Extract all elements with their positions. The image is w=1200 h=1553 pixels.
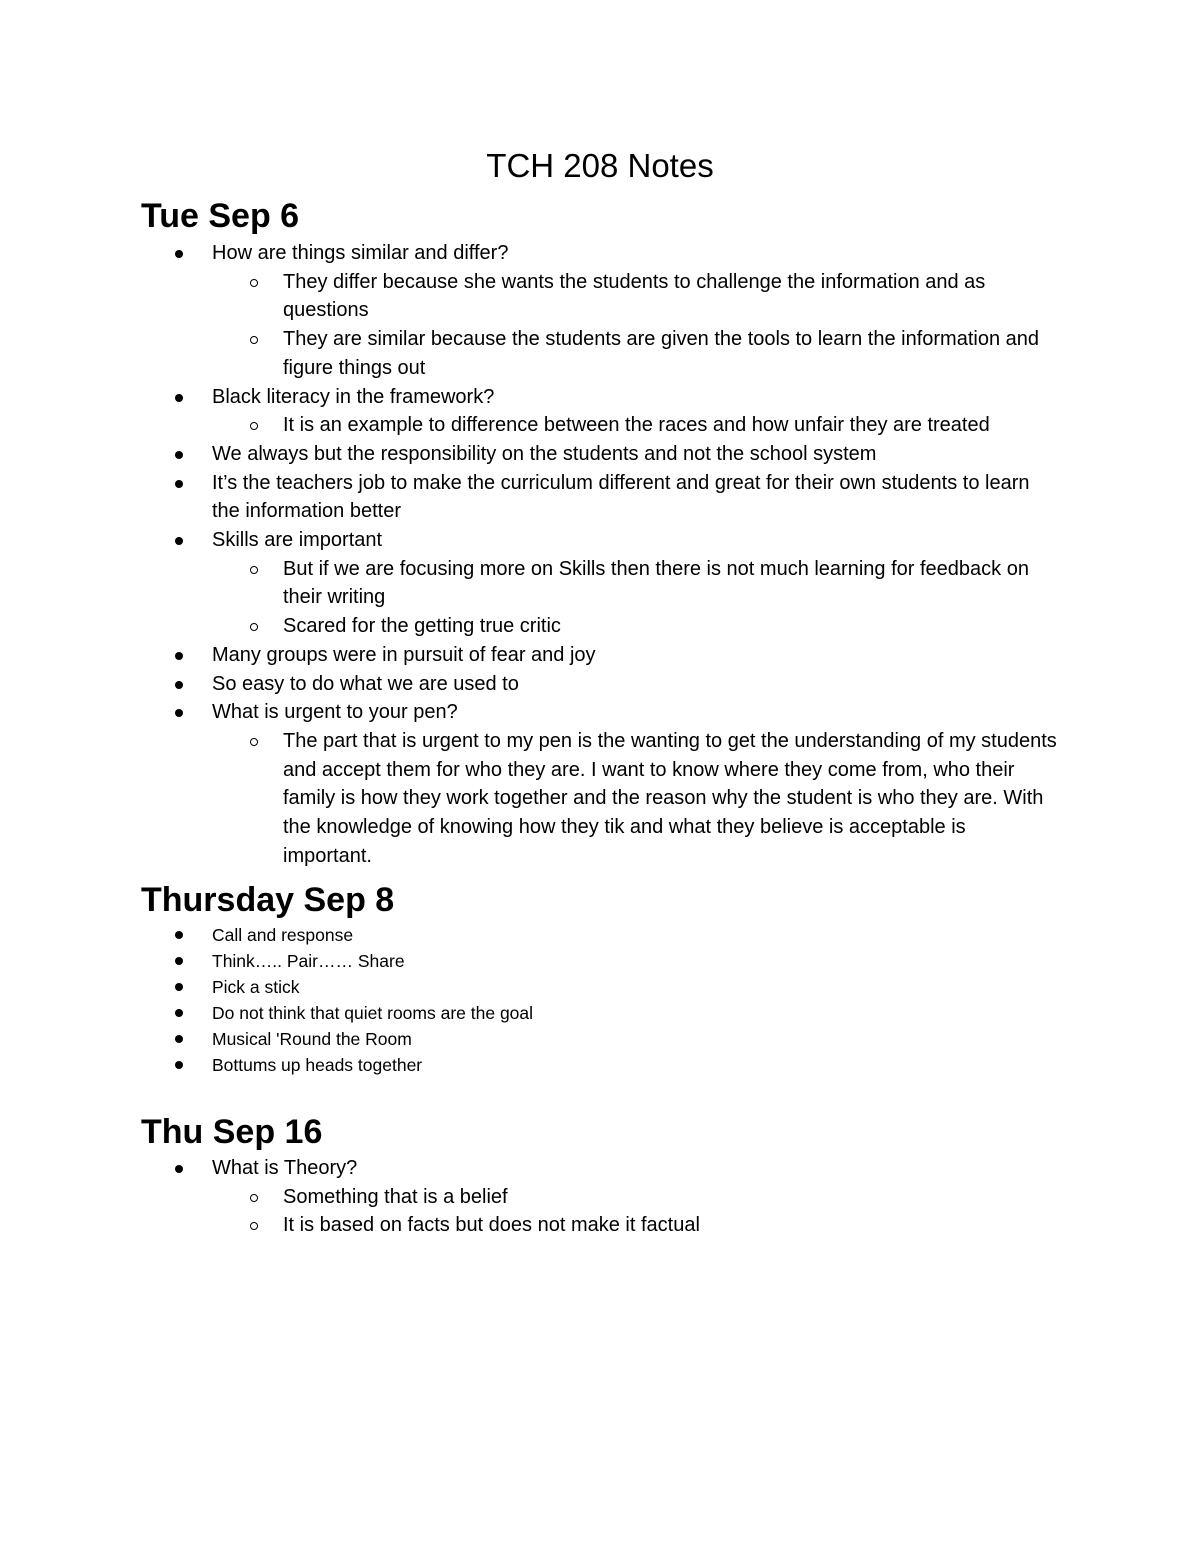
bullet-icon — [175, 709, 183, 717]
bullet-icon — [175, 957, 183, 965]
section-list-thu-sep-16 — [0, 1154, 1200, 1240]
list-item — [0, 948, 1200, 974]
bullet-icon — [175, 480, 183, 488]
section-heading-tue-sep-6: Tue Sep 6 — [141, 197, 300, 235]
document-title: TCH 208 Notes — [486, 147, 714, 184]
list-item-text: Think….. Pair…… Share — [212, 951, 405, 971]
hollow-bullet-icon — [250, 1222, 258, 1230]
list-item — [0, 1211, 1200, 1240]
bullet-icon — [175, 681, 183, 689]
list-item-text: Many groups were in pursuit of fear and joy — [212, 643, 596, 666]
list-item — [0, 974, 1200, 1000]
list-item-text: Call and response — [212, 925, 354, 945]
list-item-text: They are similar because the students are given the tools to learn the information and figure things out — [283, 328, 1039, 379]
hollow-bullet-icon — [250, 279, 258, 287]
hollow-bullet-icon — [250, 738, 258, 746]
list-item — [0, 727, 1200, 871]
bullet-icon — [175, 1009, 183, 1017]
list-item-text: It is based on facts but does not make it factual — [283, 1214, 700, 1237]
hollow-bullet-icon — [250, 1194, 258, 1202]
list-item-text: Something that is a belief — [283, 1185, 508, 1208]
list-item-text: But if we are focusing more on Skills then there is not much learning for feedback on their writing — [283, 557, 1029, 609]
hollow-bullet-icon — [250, 623, 258, 631]
list-item-text: Pick a stick — [212, 977, 300, 997]
bullet-icon — [175, 1061, 183, 1069]
list-item — [0, 641, 1200, 670]
bullet-icon — [175, 1165, 183, 1173]
list-item — [0, 440, 1200, 469]
list-item-text: It’s the teachers job to make the curriculum different and great for their own students to learn the information better — [212, 471, 1030, 523]
hollow-bullet-icon — [250, 566, 258, 574]
section-heading-thu-sep-16: Thu Sep 16 — [141, 1113, 323, 1151]
list-item — [0, 469, 1200, 526]
list-item-text: What is Theory? — [212, 1157, 358, 1179]
list-item — [0, 268, 1200, 325]
list-item-text: The part that is urgent to my pen is the wanting to get the understanding of my students and accept them for who they are. I want to know where they come from, who their family is how they work together and the reason why the student is who they are. With the knowledge of knowing how they tik and what they believe is acceptable is important. — [283, 729, 1057, 867]
list-item — [0, 526, 1200, 555]
list-item — [0, 411, 1200, 440]
list-item-text: Bottums up heads together — [212, 1055, 423, 1075]
list-item — [0, 239, 1200, 268]
list-item — [0, 698, 1200, 727]
list-item-text: What is urgent to your pen? — [212, 701, 458, 724]
bullet-icon — [175, 652, 183, 660]
hollow-bullet-icon — [250, 336, 258, 344]
list-item — [0, 1052, 1200, 1078]
list-item-text: How are things similar and differ? — [212, 242, 509, 264]
list-item-text: They differ because she wants the students to challenge the information and as questions — [283, 270, 986, 322]
list-item-text: Skills are important — [212, 529, 383, 552]
list-item-text: So easy to do what we are used to — [212, 672, 519, 695]
bullet-icon — [175, 250, 183, 258]
list-item-text: Musical 'Round the Room — [212, 1029, 412, 1049]
list-item-text: Do not think that quiet rooms are the goal — [212, 1003, 534, 1023]
list-item-text: Scared for the getting true critic — [283, 615, 561, 638]
list-item — [0, 1000, 1200, 1026]
list-item — [0, 612, 1200, 641]
section-heading-thursday-sep-8: Thursday Sep 8 — [141, 881, 395, 919]
bullet-icon — [175, 451, 183, 459]
list-item — [0, 325, 1200, 382]
section-list-tue-sep-6 — [0, 239, 1200, 870]
bullet-icon — [175, 1035, 183, 1043]
hollow-bullet-icon — [250, 422, 258, 430]
bullet-icon — [175, 931, 183, 939]
list-item — [0, 383, 1200, 412]
list-item-text: Black literacy in the framework? — [212, 385, 495, 408]
list-item — [0, 670, 1200, 699]
bullet-icon — [175, 394, 183, 402]
bullet-icon — [175, 537, 183, 545]
list-item-text: We always but the responsibility on the students and not the school system — [212, 442, 877, 465]
list-item — [0, 1183, 1200, 1212]
list-item — [0, 1154, 1200, 1183]
section-list-thursday-sep-8 — [0, 922, 1200, 1078]
list-item — [0, 1026, 1200, 1052]
list-item — [0, 922, 1200, 948]
bullet-icon — [175, 983, 183, 991]
list-item — [0, 555, 1200, 612]
list-item-text: It is an example to difference between the races and how unfair they are treated — [283, 414, 990, 437]
